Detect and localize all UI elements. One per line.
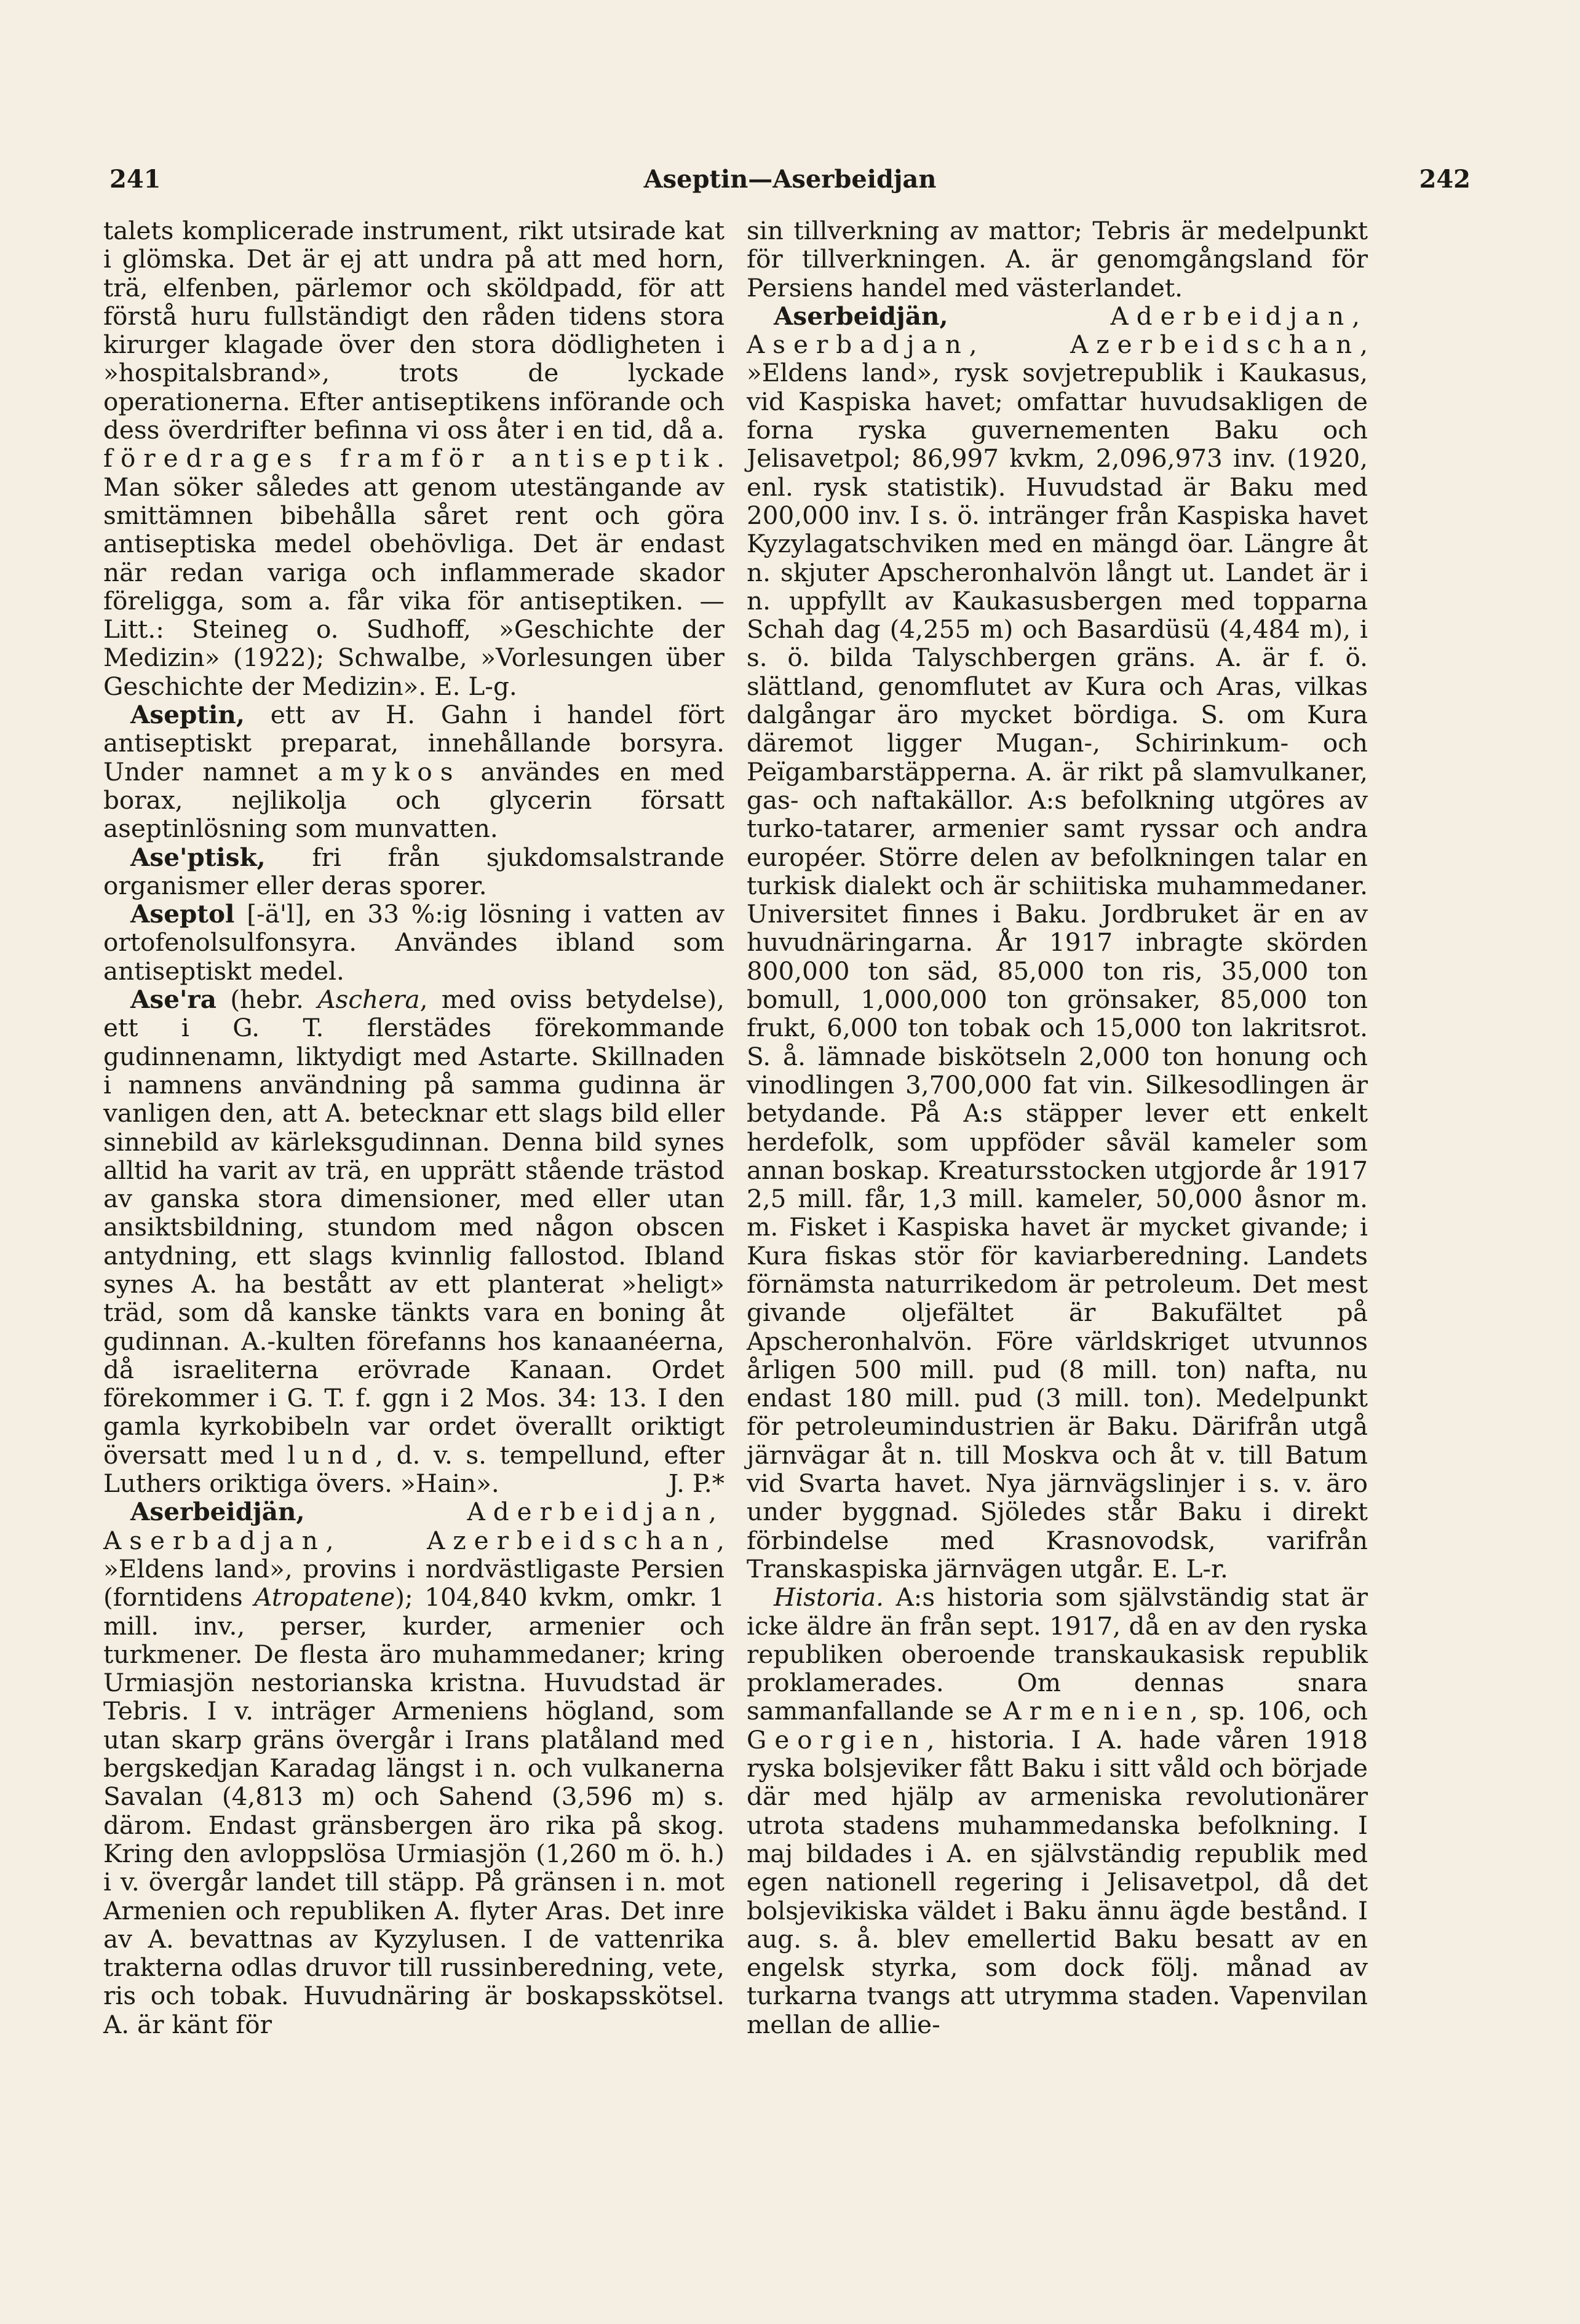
running-head: Aseptin—Aserbeidjan	[643, 165, 937, 194]
page-number-right: 242	[1419, 165, 1471, 194]
author-signature: J. P.*	[668, 1469, 724, 1499]
page-number-left: 241	[109, 165, 161, 194]
section-heading: Historia.	[774, 1582, 884, 1612]
headword: Aseptol	[130, 899, 235, 929]
headword: Aseptin,	[130, 700, 245, 730]
entry-aserbeidjan-soviet: Aserbeidjän, Aderbeidjan, Aserbadjan, Azerbeidschan, »Eldens land», rysk sovjetrepublik i Kaukasus, vid Kaspiska havet; omfattar huvudsakligen de forna ryska guvernementen Baku och Jelisavetpol; 86,997 kvkm, 2,096,973 inv. (1920, enl. rysk statistik). Huvudstad är Baku med 200,000 inv. I s. ö. intränger från Kaspiska havet Kyzylagatschviken med en mängd öar. Längre åt n. skjuter Apscheronhalvön långt ut. Landet är i n. uppfyllt av Kaukasusbergen med topparna Schah dag (4,255 m) och Basardüsü (4,484 m), i s. ö. bilda Talyschbergen gräns. A. är f. ö. slättland, genomflutet av Kura och Aras, vilkas dalgångar äro mycket bördiga. S. om Kura däremot ligger Mugan-, Schirinkum- och Peïgambarstäpperna. A. är rikt på slamvulkaner, gas- och naftakällor. A:s befolkning utgöres av turko-tatarer, armenier samt ryssar och andra européer. Större delen av befolkningen talar en turkisk dialekt och är schiitiska muhammedaner. Universitet finnes i Baku. Jordbruket är en av huvudnäringarna. År 1917 inbragte skörden 800,000 ton säd, 85,000 ton ris, 35,000 ton bomull, 1,000,000 ton grönsaker, 85,000 ton frukt, 6,000 ton tobak och 15,000 ton lakritsrot. S. å. lämnade biskötseln 2,000 ton honung och vinodlingen 3,700,000 fat vin. Silkesodlingen är betydande. På A:s stäpper lever ett enkelt herdefolk, som uppföder såväl kameler som annan boskap. Kreatursstocken utgjorde år 1917 2,5 mill. får, 1,3 mill. kameler, 50,000 åsnor m. m. Fisket i Kaspiska havet är mycket givande; i Kura fiskas stör för kaviarberedning. Landets förnämsta naturrikedom är petroleum. Det mest givande oljefältet är Bakufältet på Apscheronhalvön. Före världskriget utvunnos årligen 500 mill. pud (8 mill. ton) nafta, nu endast 180 mill. pud (3 mill. ton). Medelpunkt för petroleumindustrien är Baku. Därifrån utgå järnvägar åt n. till Moskva och åt v. till Batum vid Svarta havet. Nya järnvägslinjer i s. v. äro under byggnad. Sjöledes står Baku i direkt förbindelse med Krasnovodsk, varifrån Transkaspiska järnvägen utgår. E. L-r.	[747, 301, 1368, 1584]
entry-aseptisk: Ase'ptisk, fri från sjukdomsalstrande organismer eller deras sporer.	[103, 842, 724, 900]
column-242	[747, 216, 1368, 2039]
page-header	[109, 161, 1471, 198]
aserbeidjan-persia-continuation: sin tillverkning av mattor; Tebris är medelpunkt för tillverkningen. A. är genomgångsland för Persiens handel med västerlandet.	[747, 216, 1368, 303]
headword: Aserbeidjän,	[774, 301, 948, 331]
headword: Ase'ptisk,	[130, 842, 266, 872]
entry-aserbeidjan-persia: Aserbeidjän, Aderbeidjan, Aserbadjan, Azerbeidschan, »Eldens land», provins i nordvästligaste Persien (forntidens Atropatene); 104,840 kvkm, omkr. 1 mill. inv., perser, kurder, armenier och turkmener. De flesta äro muhammedaner; kring Urmiasjön nestorianska kristna. Huvudstad är Tebris. I v. inträger Armeniens högland, som utan skarp gräns övergår i Irans platåland med bergskedjan Karadag längst i n. och vulkanerna Savalan (4,813 m) och Sahend (3,596 m) s. därom. Endast gränsbergen äro rika på skog. Kring den avloppslösa Urmiasjön (1,260 m ö. h.) i v. övergår landet till stäpp. På gränsen i n. mot Armenien och republiken A. flyter Aras. Det inre av A. bevattnas av Kyzylusen. I de vattenrika trakterna odlas druvor till russinberedning, vete, ris och tobak. Huvudnäring är boskapsskötsel. A. är känt för	[103, 1497, 724, 2039]
entry-aseptol: Aseptol [-ä'l], en 33 %:ig lösning i vatten av ortofenolsulfonsyra. Användes ibland som antiseptiskt medel.	[103, 899, 724, 986]
headword: Aserbeidjän,	[130, 1497, 305, 1527]
section-historia: Historia. A:s historia som självständig stat är icke äldre än från sept. 1917, då en av den ryska republiken oberoende transkaukasisk republik proklamerades. Om dennas snara sammanfallande se Armenien, sp. 106, och Georgien, historia. I A. hade våren 1918 ryska bolsjeviker fått Baku i sitt våld och började där med hjälp av armeniska revolutionärer utrota stadens muhammedanska befolkning. I maj bildades i A. en självständig republik med egen nationell regering i Jelisavetpol, då det bolsjevikiska väldet i Baku ännu ägde bestånd. I aug. s. å. blev emellertid Baku besatt av en engelsk styrka, som dock följ. månad av turkarna tvangs att utrymma staden. Vapenvilan mellan de allie-	[747, 1582, 1368, 2039]
entry-aseptin: Aseptin, ett av H. Gahn i handel fört antiseptiskt preparat, innehållande borsyra. Under namnet amykos användes en med borax, nejlikolja och glycerin försatt aseptinlösning som munvatten.	[103, 700, 724, 844]
antisepsis-continuation: talets komplicerade instrument, rikt utsirade kat i glömska. Det är ej att undra på att med horn, trä, elfenben, pärlemor och sköldpadd, för att förstå huru fullständigt den råden tidens stora kirurger klagade över den stora dödligheten i »hospitalsbrand», trots de lyckade operationerna. Efter antiseptikens införande och dess överdrifter befinna vi oss åter i en tid, då a. föredrages framför antiseptik. Man söker således att genom utestängande av smittämnen bibehålla såret rent och göra antiseptiska medel obehövliga. Det är endast när redan variga och inflammerade skador föreligga, som a. får vika för antiseptiken. — Litt.: Steineg o. Sudhoff, »Geschichte der Medizin» (1922); Schwalbe, »Vorlesungen über Geschichte der Medizin». E. L-g.	[103, 216, 724, 701]
column-241	[103, 216, 724, 2039]
headword: Ase'ra	[130, 985, 216, 1015]
entry-asera: Ase'ra (hebr. Aschera, med oviss betydelse), ett i G. T. flerstädes förekommande gudinnenamn, liktydigt med Astarte. Skillnaden i namnens användning på samma gudinna är vanligen den, att A. betecknar ett slags bild eller sinnebild av kärleksgudinnan. Denna bild synes alltid ha varit av trä, en upprätt stående trästod av ganska stora dimensioner, med eller utan ansiktsbildning, stundom med någon obscen antydning, ett slags kvinnlig fallostod. Ibland synes A. ha bestått av ett planterat »heligt» träd, som då kanske tänkts vara en boning åt gudinnan. A.-kulten förefanns hos kanaanéerna, då israeliterna erövrade Kanaan. Ordet förekommer i G. T. f. ggn i 2 Mos. 34: 13. I den gamla kyrkobibeln var ordet överallt oriktigt översatt med lund, d. v. s. tempellund, efter Luthers oriktiga övers. »Hain». J. P.*	[103, 985, 725, 1499]
